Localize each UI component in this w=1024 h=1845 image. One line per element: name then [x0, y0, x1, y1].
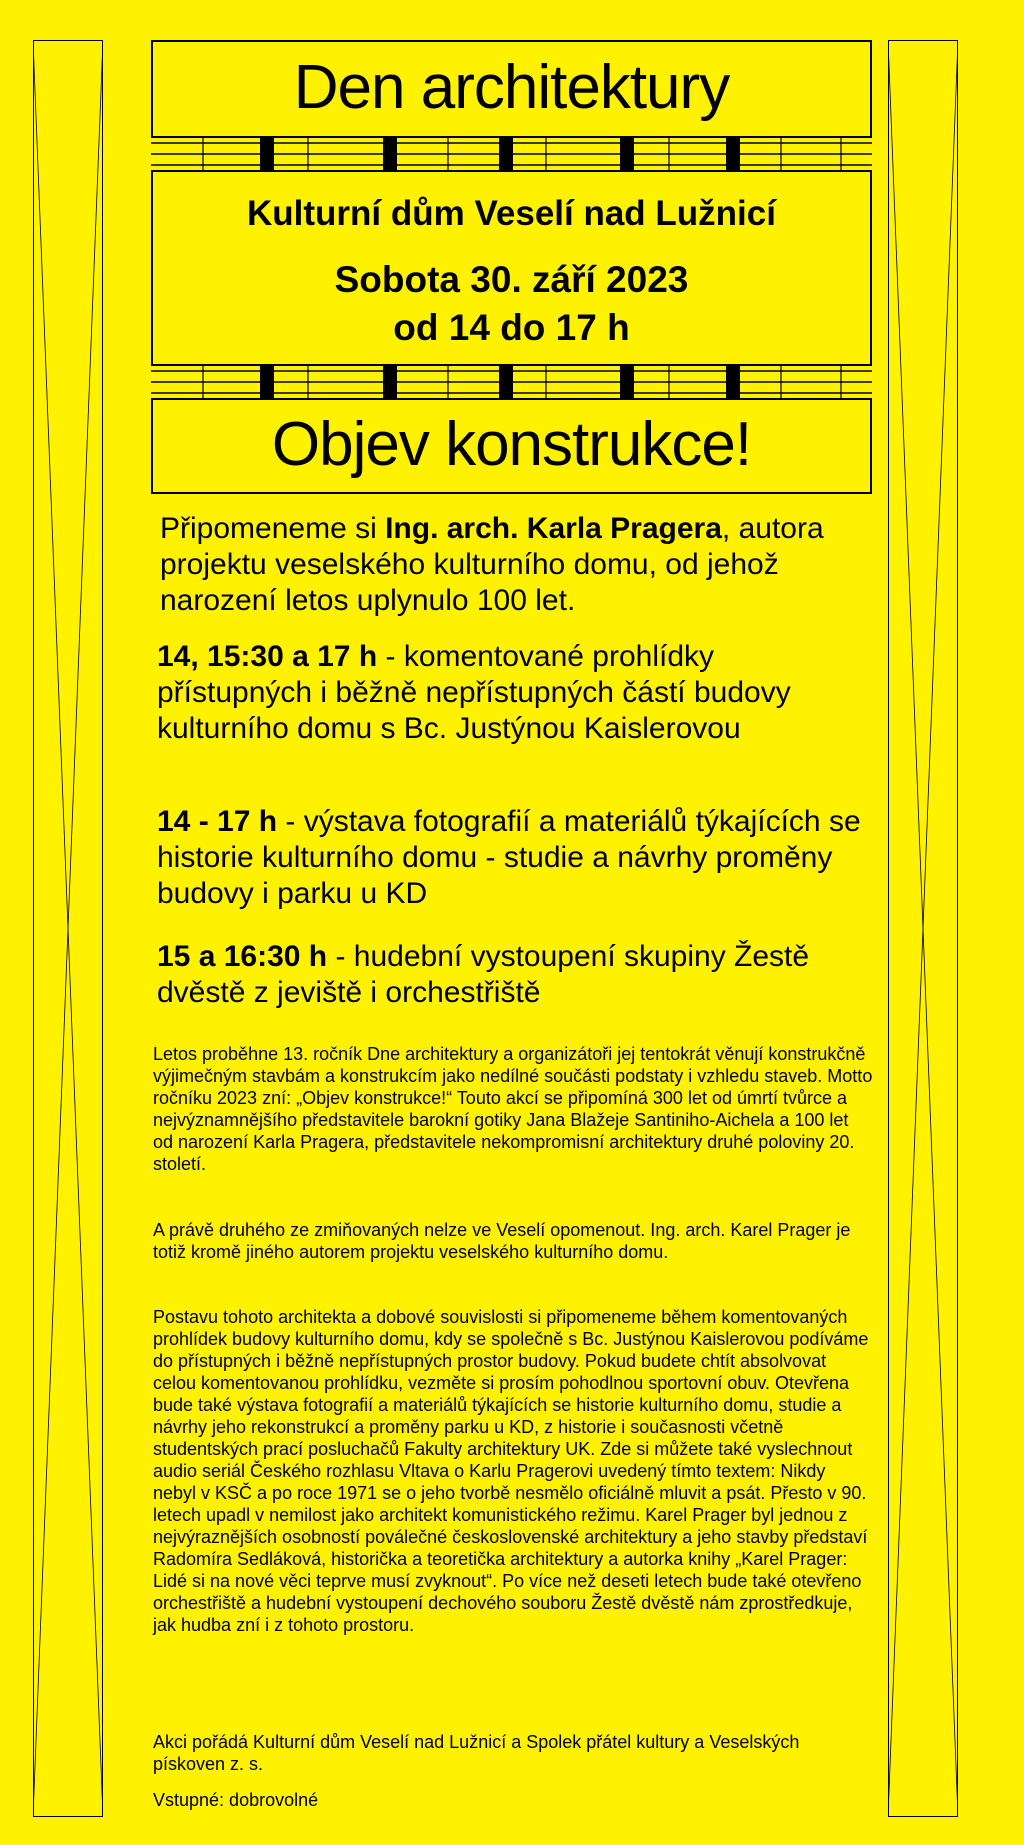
intro-text-start: Připomeneme si — [160, 512, 386, 545]
venue: Kulturní dům Veselí nad Lužnicí — [247, 194, 776, 233]
event-description: - hudební vystoupení skupiny Žestě dvěstě z jeviště i orchestřiště — [157, 940, 810, 1009]
event-description: - komentované prohlídky přístupných i běžně nepřístupných částí budovy kulturního domu s Bc. Justýnou Kaislerovou — [157, 640, 791, 745]
event-time-label: 15 a 16:30 h — [157, 940, 328, 973]
event-date: Sobota 30. září 2023 — [334, 259, 689, 300]
right-side-frame — [888, 40, 958, 1817]
event-info-box — [151, 170, 872, 366]
event-item-exhibition — [157, 804, 877, 912]
event-time-label: 14 - 17 h — [157, 805, 278, 838]
left-side-frame — [33, 40, 103, 1817]
body-paragraph: Postavu tohoto architekta a dobové souvislosti si připomeneme během komentovaných prohlídek budovy kulturního domu, kdy se společně s Bc. Justýnou Kaislerovou podíváme do přístupných i běžně nepřístupných prostor budovy. Pokud budete chtít absolvovat celou komentovanou prohlídku, vezměte si prosím pohodlnou sportovní obuv. Otevřena bude také výstava fotografií a materiálů týkajících se historie kulturního domu, studie a návrhy jeho rekonstrukcí a proměny parku u KD, z historie i současnosti včetně studentských prací posluchačů Fakulty architektury UK. Zde si můžete také vyslechnout audio seriál Českého rozhlasu Vltava o Karlu Pragerovi uvedený tímto textem: Nikdy nebyl v KSČ a po roce 1971 se o jeho tvorbě nesmělo oficiálně mluvit a psát. Přesto v 90. letech upadl v nemilost jako architekt komunistického režimu. Karel Prager byl jednou z nejvýraznějších osobností poválečné československé architektury a jeho stavby představí Radomíra Sedláková, historička a teoretička architektury a autorka knihy „Karel Prager: Lidé si na nové věci teprve musí zvyknout“. Po více než deseti letech bude také otevřeno orchestřiště a hudební vystoupení dechového souboru Žestě dvěstě nám zprostředkuje, jak hudba zní i z tohoto prostoru. — [153, 1307, 869, 1635]
intro-text — [160, 511, 880, 619]
body-paragraph: A právě druhého ze zmiňovaných nelze ve Veselí opomenout. Ing. arch. Karel Prager je totiž kromě jiného autorem projektu veselského kulturního domu. — [153, 1220, 851, 1262]
body-paragraph: Letos proběhne 13. ročník Dne architektury a organizátoři jej tentokrát věnují konstrukčně výjimečným stavbám a konstrukcím jako nedílné součásti podstaty i vzhledu staveb. Motto ročníku 2023 zní: „Objev konstrukce!“ Touto akcí se připomíná 300 let od úmrtí tvůrce a nejvýznamnějšího představitele barokní gotiky Jana Blažeje Santiniho-Aichela a 100 let od narození Karla Pragera, představitele nekompromisní architektury druhé poloviny 20. století. — [153, 1044, 873, 1174]
title-box — [151, 40, 872, 138]
event-item-concert — [157, 939, 877, 1011]
event-time-label: 14, 15:30 a 17 h — [157, 640, 378, 673]
event-description: - výstava fotografií a materiálů týkajících se historie kulturního domu - studie a návrhy proměny budovy i parku u KD — [157, 805, 861, 910]
page-title: Den architektury — [293, 53, 730, 122]
event-time: od 14 do 17 h — [393, 307, 630, 348]
admission-text: Vstupné: dobrovolné — [153, 1790, 319, 1810]
film-strip-top — [151, 138, 872, 170]
motto-heading: Objev konstrukce! — [271, 410, 752, 479]
motto-box — [151, 398, 872, 494]
intro-text-end: , autora projektu veselského kulturního domu, od jehož narození letos uplynulo 100 let. — [160, 512, 824, 617]
organizers-text: Akci pořádá Kulturní dům Veselí nad Lužnicí a Spolek přátel kultury a Veselských pískoven z. s. — [153, 1732, 800, 1774]
film-strip-middle — [151, 366, 872, 398]
event-item-tours — [157, 639, 877, 747]
intro-architect-name: Ing. arch. Karla Pragera — [385, 512, 722, 545]
